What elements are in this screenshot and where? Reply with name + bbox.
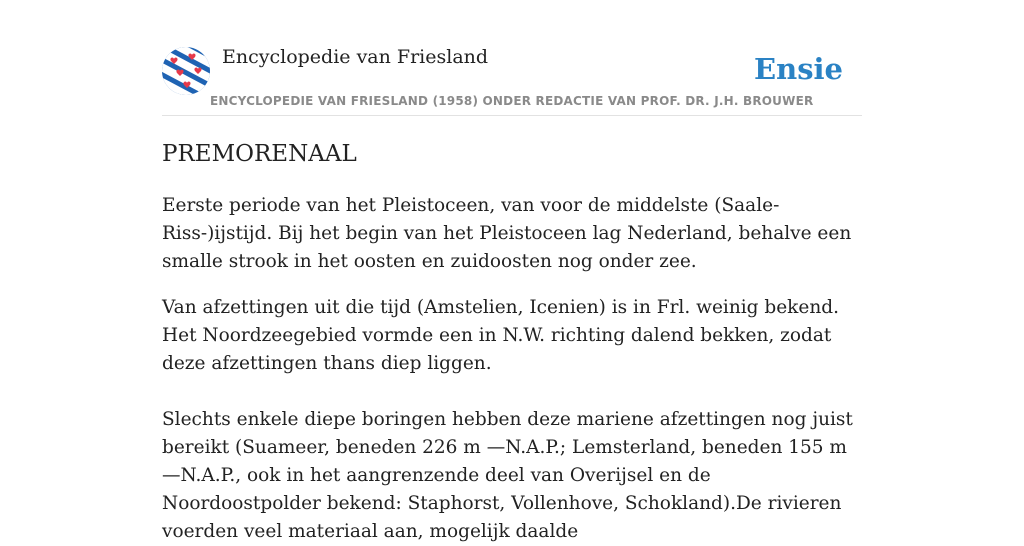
article-paragraph: Van afzettingen uit die tijd (Amstelien, Icenien) is in Frl. weinig bekend. Het Noordzeegebied vormde een in N.W. richting dalend bekken, zodat deze afzettingen thans diep liggen. xyxy=(162,297,839,374)
encyclopedia-subtitle: ENCYCLOPEDIE VAN FRIESLAND (1958) ONDER REDACTIE VAN PROF. DR. J.H. BROUWER xyxy=(210,94,814,108)
brand-logo[interactable]: Ensie xyxy=(754,52,843,86)
article-paragraph: Eerste periode van het Pleistoceen, van voor de middelste (Saale-Riss-)ijstijd. Bij het begin van het Pleistoceen lag Nederland, behalve een smalle strook in het oosten en zuidoosten nog onder zee. xyxy=(162,195,852,272)
frisian-flag-icon[interactable] xyxy=(162,47,210,95)
page-title: PREMORENAAL xyxy=(162,141,357,167)
site-title[interactable]: Encyclopedie van Friesland xyxy=(222,46,489,68)
header-divider xyxy=(162,115,862,116)
article-paragraph: Slechts enkele diepe boringen hebben deze mariene afzettingen nog juist bereikt (Suameer, beneden 226 m —N.A.P.; Lemsterland, beneden 155 m —N.A.P., ook in het aangrenzende deel van Overijsel en de Noordoostpolder bekend: Staphorst, Vollenhove, Schokland).De rivieren voerden veel materiaal aan, mogelijk daalde xyxy=(162,409,853,542)
article-body xyxy=(162,192,862,546)
